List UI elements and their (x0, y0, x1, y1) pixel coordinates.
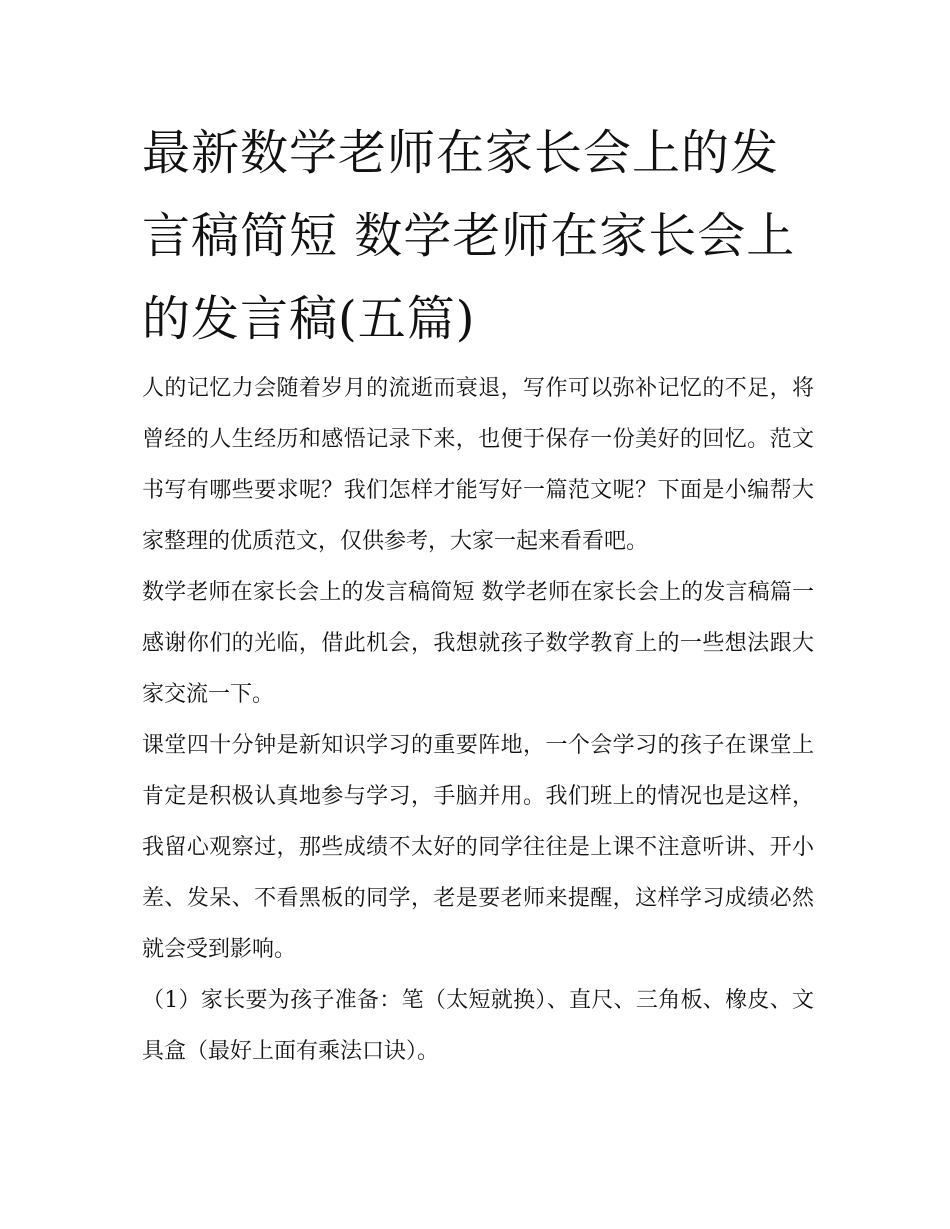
intro-paragraph: 人的记忆力会随着岁月的流逝而衰退，写作可以弥补记忆的不足，将曾经的人生经历和感悟记录下来，也便于保存一份美好的回忆。范文书写有哪些要求呢？我们怎样才能写好一篇范文呢？下面是小编帮大家整理的优质范文，仅供参考，大家一起来看看吧。 (142, 376, 814, 554)
speech-heading-paragraph: 数学老师在家长会上的发言稿简短 数学老师在家长会上的发言稿篇一 感谢你们的光临，借此机会，我想就孩子数学教育上的一些想法跟大家交流一下。 (142, 580, 814, 707)
document-page (142, 112, 814, 1077)
supplies-paragraph: （1）家长要为孩子准备：笔（太短就换）、直尺、三角板、橡皮、文具盒（最好上面有乘法口诀）。 (142, 988, 814, 1064)
document-title: 最新数学老师在家长会上的发言稿简短 数学老师在家长会上的发言稿(五篇) (142, 125, 796, 347)
classroom-paragraph: 课堂四十分钟是新知识学习的重要阵地，一个会学习的孩子在课堂上肯定是积极认真地参与学习，手脑并用。我们班上的情况也是这样，我留心观察过，那些成绩不太好的同学往往是上课不注意听讲、开小差、发呆、不看黑板的同学，老是要老师来提醒，这样学习成绩必然就会受到影响。 (142, 733, 814, 962)
